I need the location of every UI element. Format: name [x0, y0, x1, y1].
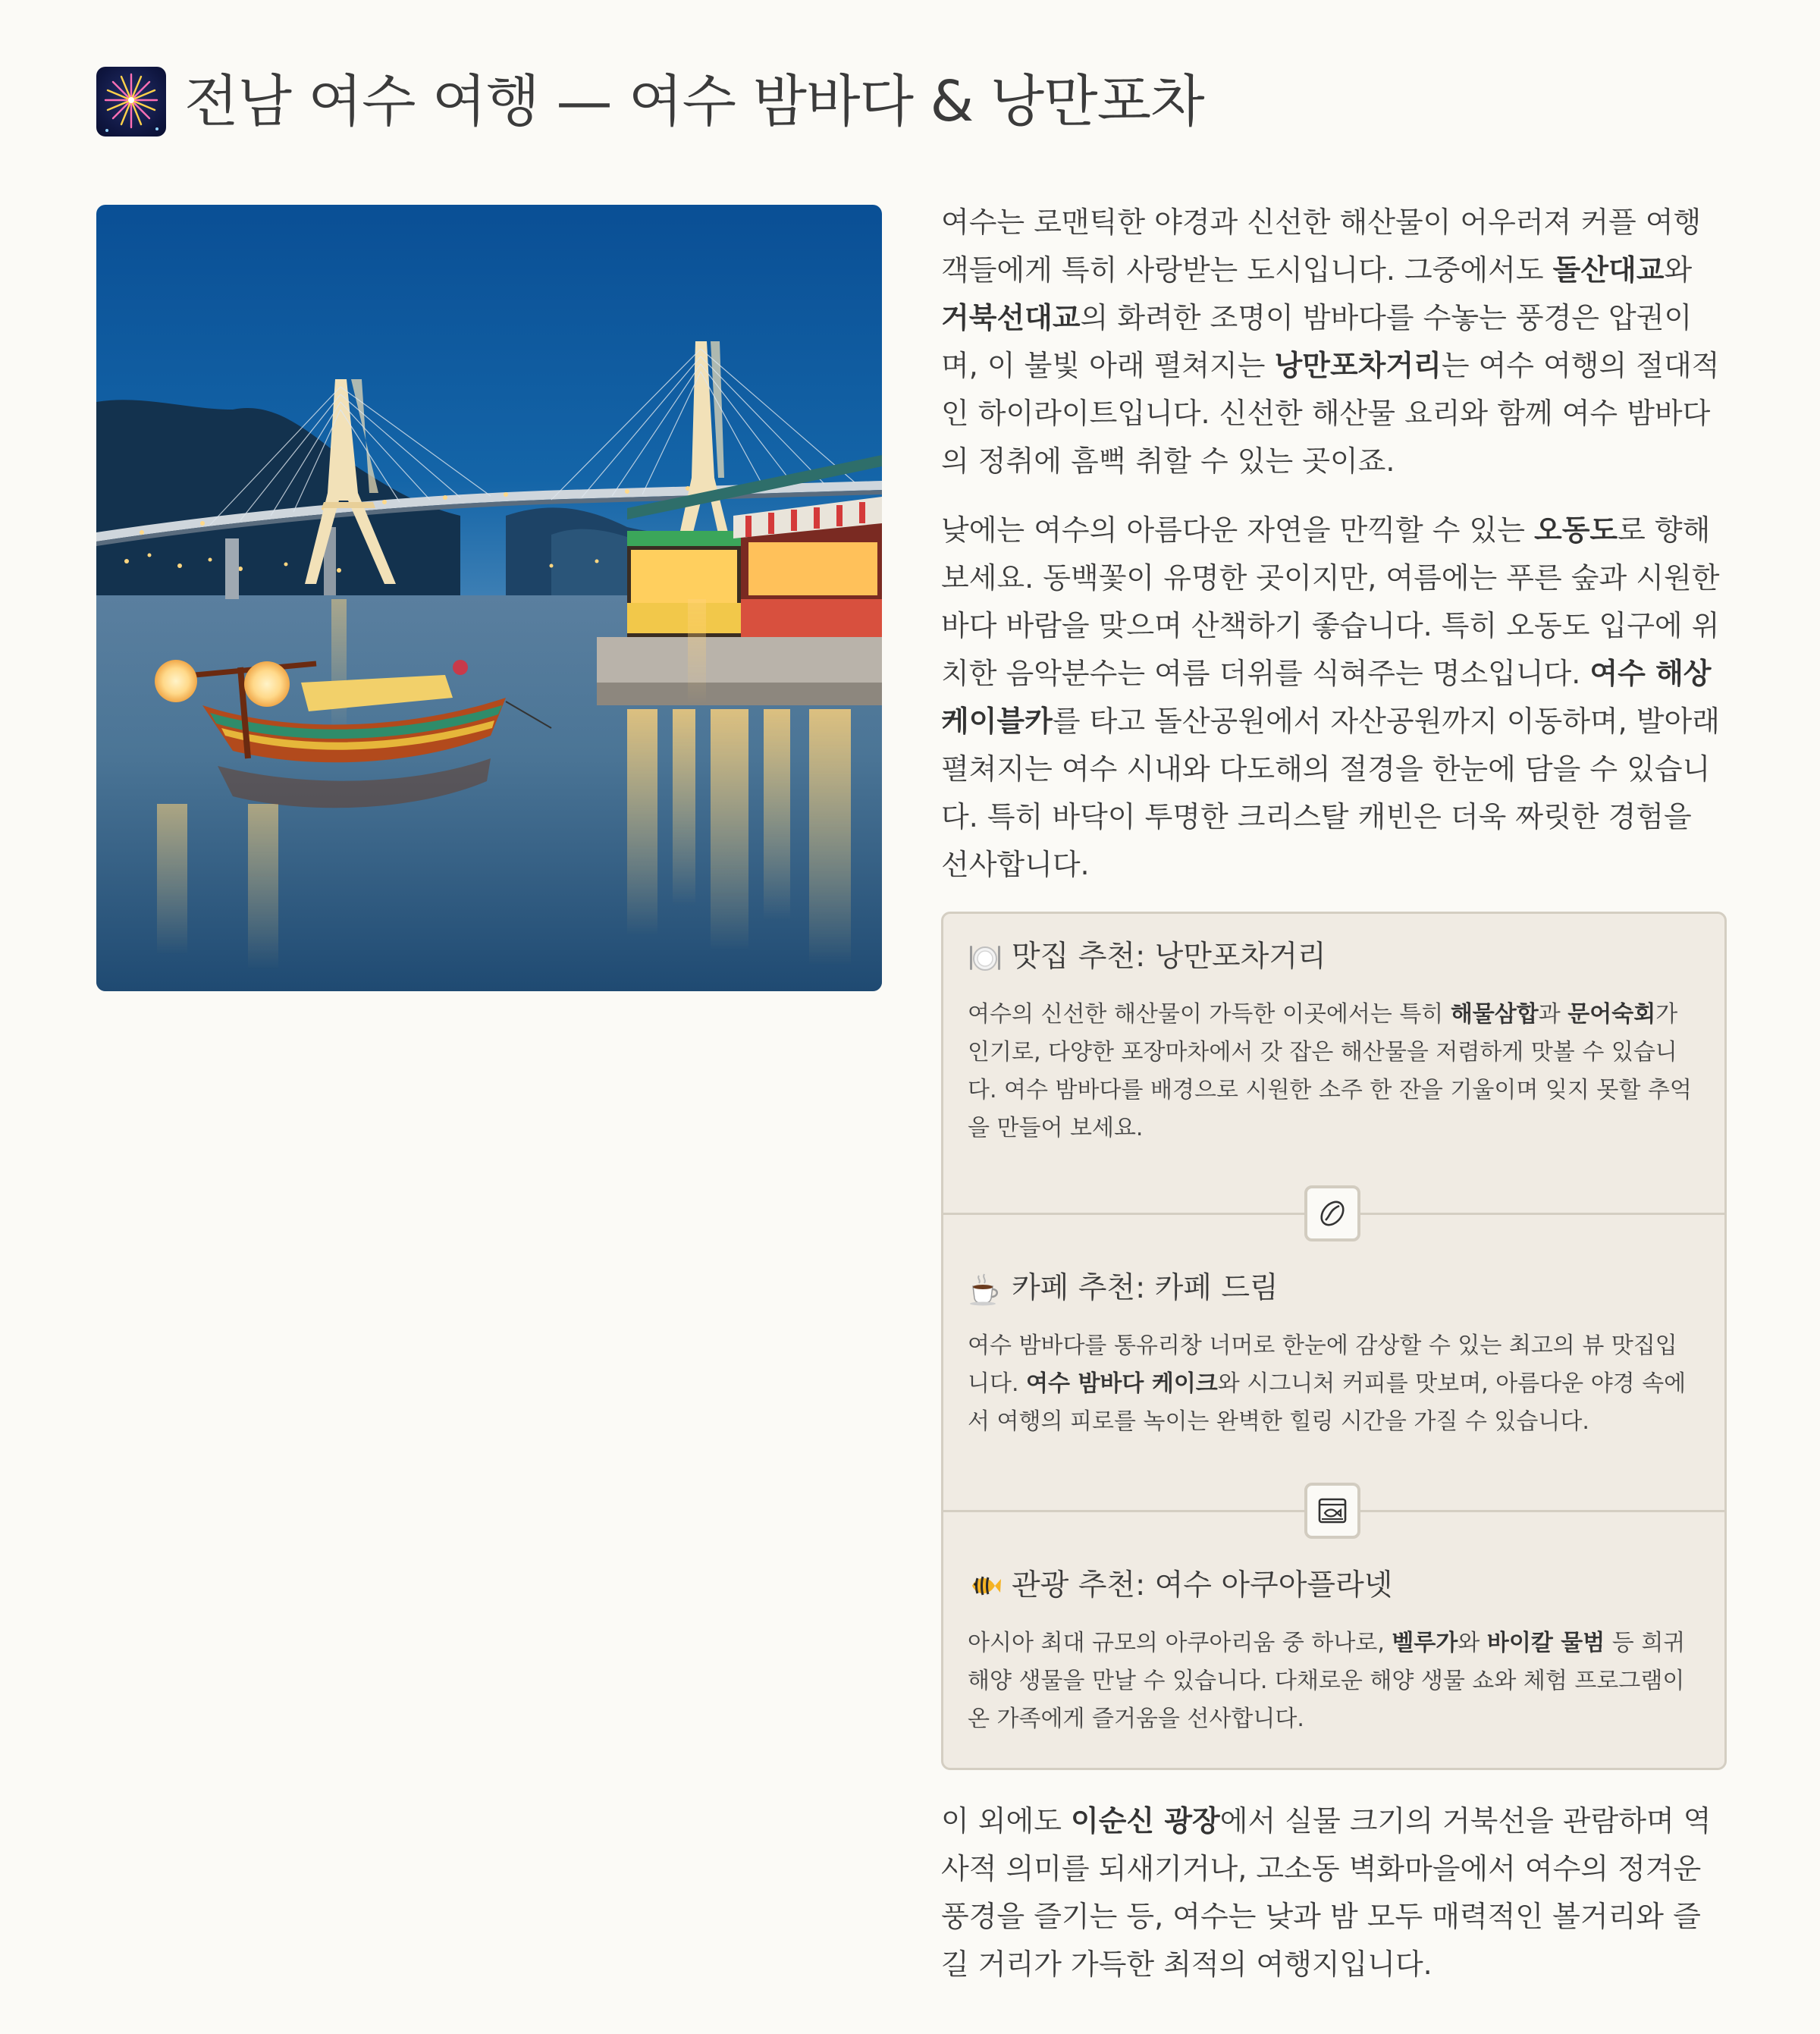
page-header [96, 67, 1204, 137]
food-recommendation [968, 935, 1697, 1147]
emphasized-text: 해물삼합 [1450, 1001, 1539, 1028]
text-run: 의 화려한 조명이 밤바다를 수놓는 풍경은 압권이며, 이 불빛 아래 펼쳐지는 [941, 301, 1693, 382]
text-run: 과 [1538, 1001, 1568, 1028]
content-column [941, 199, 1728, 1988]
plate-with-cutlery-icon [968, 940, 1003, 975]
intro-paragraph-1 [941, 199, 1728, 485]
text-run: 여수는 로맨틱한 야경과 신선한 해산물이 어우러져 커플 여행객들에게 특히 사랑받는 도시입니다. 그중에서도 [941, 206, 1702, 287]
yeosu-night-harbor-photo [96, 205, 882, 991]
text-run: 와 [1458, 1630, 1487, 1656]
text-run: 여수 밤바다를 통유리창 너머로 한눈에 감상할 수 있는 최고의 뷰 맛집입니다. [968, 1332, 1677, 1397]
emphasized-text: 오동도 [1534, 513, 1618, 547]
text-run: 에서 실물 크기의 거북선을 관람하며 역사적 의미를 되새기거나, 고소동 벽화마을에서 여수의 정겨운 풍경을 즐기는 등, 여수는 낮과 밤 모두 매력적인 볼거리와 즐길 거리가 가득한 최적의 여행지입니다. [941, 1804, 1712, 1981]
cafe-recommendation-title: 카페 추천: 카페 드림 [1012, 1271, 1279, 1305]
food-recommendation-body [968, 996, 1697, 1147]
sightseeing-recommendation [968, 1564, 1697, 1738]
coffee-bean-icon [1304, 1185, 1360, 1241]
intro-paragraph-2 [941, 507, 1728, 889]
text-run: 가 인기로, 다양한 포장마차에서 갓 잡은 해산물을 저렴하게 맛볼 수 있습니다. 여수 밤바다를 배경으로 시원한 소주 한 잔을 기울이며 잊지 못할 추억을 만들어 보세요. [968, 1001, 1692, 1141]
text-run: 이 외에도 [941, 1804, 1071, 1838]
text-run: 와 시그니처 커피를 맛보며, 아름다운 야경 속에서 여행의 피로를 녹이는 완벽한 힐링 시간을 가질 수 있습니다. [968, 1370, 1687, 1435]
hot-beverage-icon [968, 1271, 1003, 1306]
page-title: 전남 여수 여행 — 여수 밤바다 & 낭만포차 [184, 69, 1204, 134]
sightseeing-recommendation-body [968, 1624, 1697, 1738]
text-run: 등 희귀 해양 생물을 만날 수 있습니다. 다채로운 해양 생물 쇼와 체험 프로그램이 온 가족에게 즐거움을 선사합니다. [968, 1630, 1686, 1732]
cafe-recommendation-body [968, 1327, 1697, 1441]
text-run: 를 타고 돌산공원에서 자산공원까지 이동하며, 발아래 펼쳐지는 여수 시내와 다도해의 절경을 한눈에 담을 수 있습니다. 특히 바닥이 투명한 크리스탈 캐빈은 더욱 짜릿한 경험을 선사합니다. [941, 705, 1720, 881]
fireworks-icon [96, 67, 166, 137]
text-run: 아시아 최대 규모의 아쿠아리움 중 하나로, [968, 1630, 1392, 1656]
text-run: 낮에는 여수의 아름다운 자연을 만끽할 수 있는 [941, 513, 1535, 547]
emphasized-text: 벨루가 [1392, 1630, 1458, 1656]
tropical-fish-icon [968, 1568, 1003, 1603]
food-recommendation-title: 맛집 추천: 낭만포차거리 [1012, 940, 1326, 974]
emphasized-text: 이순신 광장 [1071, 1804, 1220, 1838]
outro-paragraph [941, 1797, 1728, 1988]
emphasized-text: 바이칼 물범 [1486, 1630, 1605, 1656]
text-run: 와 [1664, 253, 1693, 287]
emphasized-text: 낭만포차거리 [1274, 349, 1442, 382]
text-run: 로 향해 보세요. 동백꽃이 유명한 곳이지만, 여름에는 푸른 숲과 시원한 바다 바람을 맞으며 산책하기 좋습니다. 특히 오동도 입구에 위치한 음악분수는 여름 더위를 식혀주는 명소입니다. [941, 513, 1720, 690]
emphasized-text: 여수 밤바다 케이크 [1026, 1370, 1218, 1397]
emphasized-text: 문어숙회 [1567, 1001, 1656, 1028]
aquarium-icon [1304, 1483, 1360, 1539]
text-run: 는 여수 여행의 절대적인 하이라이트입니다. 신선한 해산물 요리와 함께 여수 밤바다의 정취에 흠뻑 취할 수 있는 곳이죠. [941, 349, 1720, 478]
sightseeing-recommendation-title: 관광 추천: 여수 아쿠아플라넷 [1012, 1568, 1393, 1602]
emphasized-text: 여수 해상 케이블카 [941, 657, 1712, 738]
cafe-recommendation [968, 1267, 1697, 1441]
text-run: 여수의 신선한 해산물이 가득한 이곳에서는 특히 [968, 1001, 1451, 1028]
emphasized-text: 돌산대교 [1552, 253, 1665, 287]
recommendations-card [941, 912, 1727, 1770]
emphasized-text: 거북선대교 [941, 301, 1081, 334]
